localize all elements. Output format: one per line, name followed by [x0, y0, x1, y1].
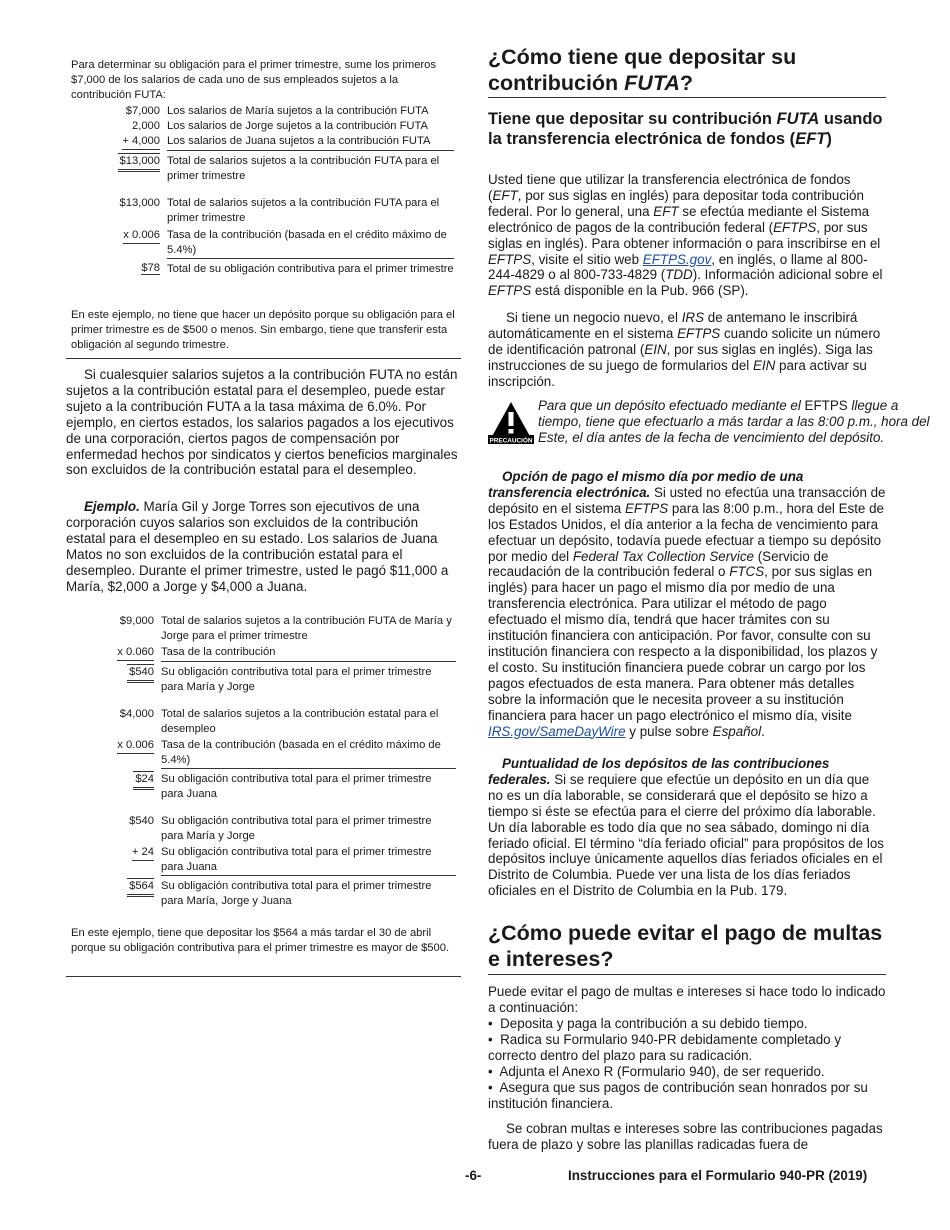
text: de antemano le inscribirá automáticamente en el sistema	[488, 310, 858, 341]
table-row	[110, 768, 456, 802]
description: Su obligación contributiva total para el primer trimestre para Juana	[161, 772, 432, 800]
text: para activar su inscripción.	[488, 357, 867, 389]
text: .	[761, 723, 765, 739]
text: , visite el sitio web	[531, 251, 643, 267]
heading-rule	[488, 974, 886, 975]
table-row	[114, 258, 454, 277]
same-day-wire-link[interactable]: IRS.gov/SameDayWire	[488, 723, 626, 739]
caution-note	[488, 398, 936, 446]
amount: $540	[127, 664, 154, 683]
text: EFTPS	[488, 251, 532, 267]
table-row	[110, 814, 456, 844]
table-row	[110, 844, 456, 876]
amount: $7,000	[125, 105, 160, 117]
text: Para que un depósito efectuado mediante el	[538, 398, 805, 413]
text: , por sus siglas en inglés). Para obtener información o para inscribirse en el	[488, 219, 881, 251]
text: EIN	[644, 341, 667, 357]
subheading-eft	[488, 109, 886, 149]
description: Los salarios de Juana sujetos a la contribución FUTA	[167, 134, 454, 150]
text: EFT	[492, 187, 518, 203]
description: Su obligación contributiva total para el primer trimestre para María y Jorge	[161, 814, 432, 842]
text: TDD	[665, 267, 693, 283]
divider	[66, 976, 461, 977]
new-business-paragraph	[488, 310, 886, 390]
heading-text: ¿Cómo tiene que depositar su contribución	[488, 45, 797, 95]
text: Si tiene un negocio nuevo, el	[506, 310, 682, 325]
table-row	[114, 196, 454, 226]
amount: $540	[129, 814, 154, 827]
amount: + 24	[132, 845, 154, 861]
description: Tasa de la contribución (basada en el crédito máximo de 5.4%)	[161, 737, 456, 769]
list-item: • Asegura que sus pagos de contribución sean honrados por su institución financiera.	[488, 1079, 868, 1111]
note-2: En este ejemplo, tiene que depositar los $564 a más tardar el 30 de abril porque su obligación contributiva para el primer trimestre es mayor de $500.	[71, 927, 450, 954]
heading-text: )	[826, 130, 832, 148]
description: Tasa de la contribución	[161, 644, 456, 661]
table-row	[114, 226, 454, 259]
caution-label: PRECAUCIÓN	[489, 437, 533, 444]
text: EIN	[752, 357, 776, 373]
list-item-text: Radica su Formulario 940-PR debidamente completado y correcto dentro del plazo para su radicación.	[488, 1031, 842, 1063]
description: Total de salarios sujetos a la contribución estatal para el desempleo	[161, 707, 439, 735]
description: Los salarios de María sujetos a la contribución FUTA	[167, 105, 429, 117]
text: cuando solicite un número de identificación patronal (	[488, 325, 881, 357]
description: Tasa de la contribución (basada en el crédito máximo de 5.4%)	[167, 226, 454, 259]
description: Total de salarios sujetos a la contribución FUTA para el primer trimestre	[167, 154, 440, 182]
heading-rule	[488, 97, 886, 98]
text: Federal Tax Collection Service	[572, 548, 754, 564]
description: Total de salarios sujetos a la contribución FUTA para el primer trimestre	[167, 196, 440, 224]
list-item-text: Asegura que sus pagos de contribución sean honrados por su institución financiera.	[488, 1079, 868, 1111]
same-day-label: Opción de pago el mismo día por medio de una transferencia electrónica.	[488, 469, 804, 500]
heading-text: FUTA	[776, 110, 820, 128]
text: llegue a tiempo, tiene que efectuarlo a más tardar a las 8:00 p.m., hora del Este, el día antes de la fecha de vencimiento del depósito.	[538, 398, 930, 445]
text: , por sus siglas en inglés) para hacer un pago el mismo día por medio de una transferencia electrónica. Para utilizar el método de pago efectuado el mismo día, tendrá que hacer trámites con su institución financiera con anticipación. Por favor, consulte con su institución financiera con respecto a la disponibilidad, los plazos y el costo. Su institución financiera puede cobrar un cargo por los pagos efectuados de esta manera. Para obtener más detalles sobre la información que le necesita proveer a su institución financiera para hacer un pago electrónico el mismo día, visite	[488, 564, 878, 723]
amount: $13,000	[118, 153, 160, 172]
table-row	[114, 119, 454, 134]
text: se efectúa mediante el Sistema electrónico de pagos de la contribución federal (	[488, 203, 870, 235]
futa-worksheet-2	[110, 614, 456, 909]
list-item: • Deposita y paga la contribución a su debido tiempo.	[488, 1016, 808, 1031]
text: para las 8:00 p.m., hora del Este de los Estados Unidos, el día anterior a la fecha de vencimiento para efectuar un depósito, todavía puede efectuar a tiempo su depósito por medio del	[488, 500, 884, 564]
amount: $564	[127, 878, 154, 897]
text: EFTPS	[488, 283, 532, 299]
amount: $9,000	[119, 615, 154, 627]
heading-avoid-penalties: ¿Cómo puede evitar el pago de multas e intereses?	[488, 921, 883, 971]
heading-text: EFT	[795, 130, 827, 148]
text: está disponible en la Pub. 966 (SP).	[531, 283, 749, 299]
description: Total de su obligación contributiva para el primer trimestre	[167, 262, 454, 275]
heading-text: usando la transferencia electrónica de fondos (	[488, 110, 883, 148]
description: Los salarios de Jorge sujetos a la contribución FUTA	[167, 120, 428, 132]
text: , en inglés, o llame al 800-244-4829 o al 800-733-4829 (	[488, 251, 868, 283]
amount: $4,000	[119, 707, 154, 720]
example-label: Ejemplo.	[84, 499, 140, 514]
description: Total de salarios sujetos a la contribución FUTA de María y Jorge para el primer trimestre	[161, 615, 452, 642]
list-item-text: Adjunta el Anexo R (Formulario 940), de ser requerido.	[499, 1063, 825, 1079]
table-row	[110, 614, 456, 644]
text: ). Información adicional sobre el	[692, 267, 883, 283]
text: Si se requiere que efectúe un depósito en un día que no es un día laborable, se considerará que el depósito se hizo a tiempo si éste se efectúa para el cierre del próximo día laborable. Un día laborable es todo día que no sea sábado, domingo ni día feriado oficial. El término “día feriado oficial” para propósitos de los depósitos incluye únicamente aquellos días feriados oficiales en el Distrito de Columbia. Puede ver una lista de los días feriados oficiales en el Distrito de Columbia en la Pub. 179.	[488, 771, 884, 899]
amount: $24	[133, 771, 154, 790]
example-paragraph	[66, 499, 461, 594]
table-row	[110, 875, 456, 909]
text: EFTPS	[804, 398, 848, 413]
intro-text-content: Para determinar su obligación para el primer trimestre, sume los primeros $7,000 de los salarios de cada uno de sus empleados sujetos a la contribución FUTA:	[71, 59, 436, 101]
caution-icon	[488, 400, 534, 442]
text: FTCS	[729, 564, 765, 580]
description: Su obligación contributiva total para el primer trimestre para María y Jorge	[161, 665, 432, 693]
text: Si usted no efectúa una transacción de depósito en el sistema	[488, 484, 886, 516]
text: (Servicio de recaudación de la contribución federal o	[488, 548, 829, 580]
table-row	[114, 104, 454, 119]
text: , por sus siglas en inglés). Siga las instrucciones de su juego de formularios del	[488, 341, 873, 373]
description: Su obligación contributiva total para el primer trimestre para Juana	[161, 844, 456, 876]
text: , por sus siglas en inglés) para depositar toda contribución federal. Por lo general, una	[488, 187, 864, 219]
timeliness-label: Puntualidad de los depósitos de las contribuciones federales.	[488, 756, 830, 787]
text: Usted tiene que utilizar la transferencia electrónica de fondos (	[488, 172, 851, 203]
amount: 2,000	[132, 120, 160, 132]
futa-worksheet-1	[114, 104, 454, 277]
penalties-paragraph: Se cobran multas e intereses sobre las contribuciones pagadas fuera de plazo y sobre las planillas radicadas fuera de	[488, 1121, 883, 1152]
intro-text	[71, 58, 456, 103]
heading-text: ?	[679, 71, 694, 95]
amount: $13,000	[119, 196, 160, 209]
text: EFTPS	[773, 219, 817, 235]
description: Su obligación contributiva total para el primer trimestre para María, Jorge y Juana	[161, 879, 432, 907]
heading-deposit-futa	[488, 44, 886, 96]
heading-text: FUTA	[624, 71, 680, 95]
table-row	[114, 134, 454, 150]
text: EFT	[653, 203, 679, 219]
text: IRS	[681, 310, 705, 325]
eftps-link[interactable]: EFTPS.gov	[642, 251, 712, 267]
amount: x 0.060	[117, 645, 154, 661]
page-number: -6-	[465, 1168, 482, 1183]
text: Español	[712, 723, 762, 739]
heading-text: Tiene que depositar su contribución	[488, 110, 777, 128]
divider	[66, 358, 461, 359]
timeliness-paragraph	[488, 756, 886, 899]
list-item: • Adjunta el Anexo R (Formulario 940), de ser requerido.	[488, 1063, 825, 1079]
avoid-intro: Puede evitar el pago de multas e intereses si hace todo lo indicado a continuación:	[488, 984, 886, 1015]
example-text: María Gil y Jorge Torres son ejecutivos de una corporación cuyos salarios son excluidos de la contribución estatal para el desempleo en su estado. Los salarios de Juana Matos no son excluidos de la contribución estatal para el desempleo. Durante el primer trimestre, usted le pagó $11,000 a María, $2,000 a Jorge y $4,000 a Juana.	[66, 499, 449, 594]
table-row	[110, 644, 456, 661]
amount: x 0.006	[117, 738, 154, 754]
requirements-list	[488, 1016, 886, 1111]
table-row	[110, 737, 456, 769]
text: y pulse sobre	[625, 723, 713, 739]
table-row	[114, 150, 454, 184]
table-row	[110, 661, 456, 695]
note-1: En este ejemplo, no tiene que hacer un depósito porque su obligación para el primer trimestre es de $500 o menos. Sin embargo, tiene que transferir esta obligación al segundo trimestre.	[71, 309, 455, 351]
table-row	[110, 707, 456, 737]
amount: + 4,000	[122, 134, 160, 150]
list-item-text: Deposita y paga la contribución a su debido tiempo.	[500, 1016, 808, 1031]
eft-paragraph	[488, 172, 886, 299]
text: EFTPS	[677, 325, 721, 341]
list-item: • Radica su Formulario 940-PR debidamente completado y correcto dentro del plazo para su radicación.	[488, 1031, 842, 1063]
amount: x 0.006	[123, 228, 160, 244]
amount: $78	[141, 262, 160, 274]
futa-rate-paragraph: Si cualesquier salarios sujetos a la contribución FUTA no están sujetos a la contribución estatal para el desempleo, puede estar sujeto a la contribución FUTA a la tasa máxima de 6.0%. Por ejemplo, en ciertos estados, los salarios pagados a los ejecutivos de una corporación, ciertos pagos de compensación por enfermedad hechos por sindicatos y ciertos beneficios marginales son excluidos de la contribución estatal para el desempleo.	[66, 367, 458, 478]
same-day-paragraph	[488, 469, 886, 739]
text: EFTPS	[624, 500, 669, 516]
footer-title: Instrucciones para el Formulario 940-PR (2019)	[568, 1168, 868, 1183]
